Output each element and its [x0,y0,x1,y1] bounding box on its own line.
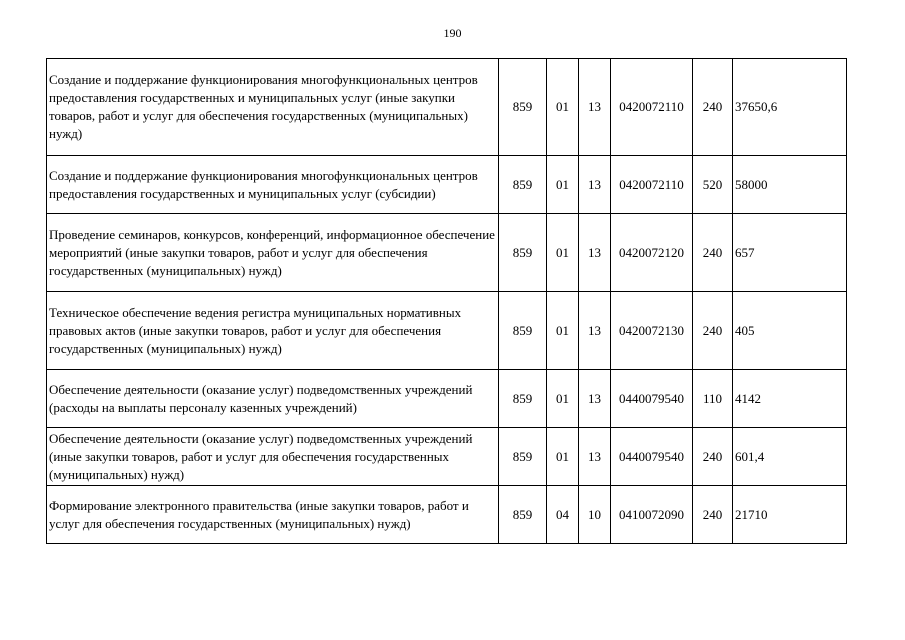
target-article-code: 0410072090 [611,486,693,544]
row-description: Обеспечение деятельности (оказание услуг) подведомственных учреждений (расходы на выплаты персоналу казенных учреждений) [47,370,499,428]
expense-type-code: 520 [693,156,733,214]
table-row [47,292,847,370]
target-article-code: 0440079540 [611,428,693,486]
section-code: 01 [547,156,579,214]
ministry-code: 859 [499,486,547,544]
row-description: Формирование электронного правительства (иные закупки товаров, работ и услуг для обеспечения государственных (муниципальных) нужд) [47,486,499,544]
subsection-code: 13 [579,156,611,214]
target-article-code: 0420072120 [611,214,693,292]
expense-type-code: 110 [693,370,733,428]
ministry-code: 859 [499,156,547,214]
amount-value: 37650,6 [733,59,847,156]
table-row [47,214,847,292]
amount-value: 657 [733,214,847,292]
section-code: 01 [547,214,579,292]
amount-value: 58000 [733,156,847,214]
subsection-code: 13 [579,370,611,428]
table-row [47,486,847,544]
target-article-code: 0420072110 [611,156,693,214]
ministry-code: 859 [499,292,547,370]
subsection-code: 10 [579,486,611,544]
target-article-code: 0440079540 [611,370,693,428]
amount-value: 21710 [733,486,847,544]
amount-value: 4142 [733,370,847,428]
target-article-code: 0420072110 [611,59,693,156]
expense-type-code: 240 [693,292,733,370]
subsection-code: 13 [579,59,611,156]
ministry-code: 859 [499,370,547,428]
amount-value: 405 [733,292,847,370]
subsection-code: 13 [579,214,611,292]
row-description: Обеспечение деятельности (оказание услуг) подведомственных учреждений (иные закупки товаров, работ и услуг для обеспечения государственных (муниципальных) нужд) [47,428,499,486]
page-number: 190 [443,26,462,40]
target-article-code: 0420072130 [611,292,693,370]
section-code: 04 [547,486,579,544]
row-description: Проведение семинаров, конкурсов, конференций, информационное обеспечение мероприятий (иные закупки товаров, работ и услуг для обеспечения государственных (муниципальных) нужд) [47,214,499,292]
row-description: Техническое обеспечение ведения регистра муниципальных нормативных правовых актов (иные закупки товаров, работ и услуг для обеспечения государственных (муниципальных) нужд) [47,292,499,370]
section-code: 01 [547,292,579,370]
table-row [47,156,847,214]
ministry-code: 859 [499,214,547,292]
subsection-code: 13 [579,428,611,486]
ministry-code: 859 [499,59,547,156]
expense-type-code: 240 [693,214,733,292]
table-row [47,370,847,428]
expense-type-code: 240 [693,59,733,156]
table-row [47,59,847,156]
table-row [47,428,847,486]
section-code: 01 [547,370,579,428]
subsection-code: 13 [579,292,611,370]
section-code: 01 [547,59,579,156]
row-description: Создание и поддержание функционирования многофункциональных центров предоставления государственных и муниципальных услуг (иные закупки товаров, работ и услуг для обеспечения государственных (муниципальных) нужд) [47,59,499,156]
row-description: Создание и поддержание функционирования многофункциональных центров предоставления государственных и муниципальных услуг (субсидии) [47,156,499,214]
expense-type-code: 240 [693,428,733,486]
budget-table [46,58,847,544]
amount-value: 601,4 [733,428,847,486]
section-code: 01 [547,428,579,486]
expense-type-code: 240 [693,486,733,544]
ministry-code: 859 [499,428,547,486]
